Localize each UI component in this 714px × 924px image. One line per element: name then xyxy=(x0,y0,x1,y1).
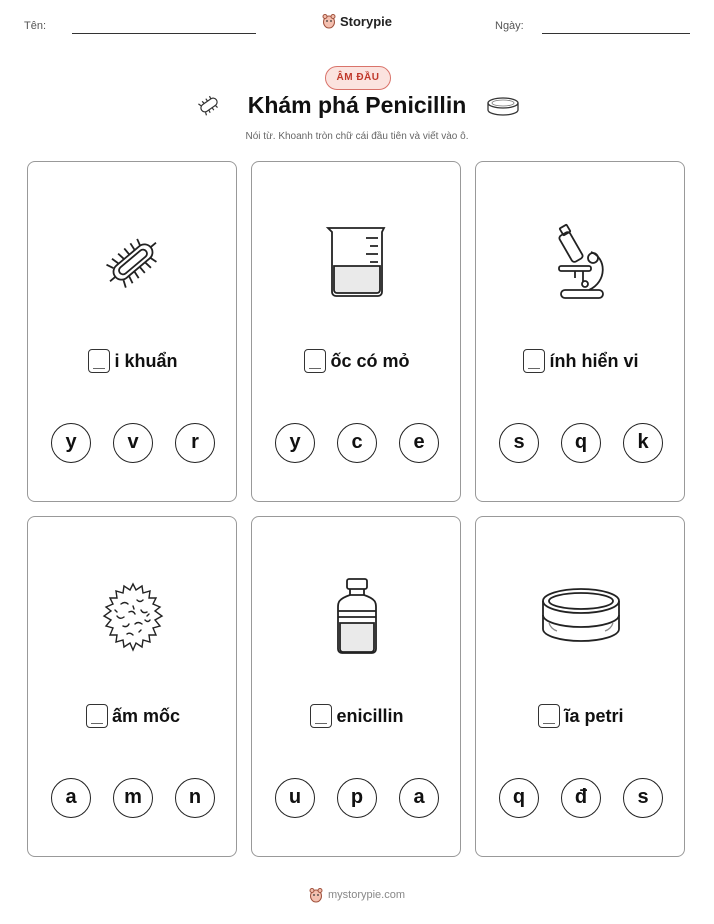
beaker-icon xyxy=(322,224,392,300)
letter-choices xyxy=(252,423,462,463)
word-with-blank xyxy=(252,349,462,373)
vial-icon xyxy=(332,577,382,657)
letter-choice[interactable]: q xyxy=(561,423,601,463)
microscope-icon xyxy=(549,222,613,302)
word-ending: enicillin xyxy=(336,705,404,726)
word-ending: ĩa petri xyxy=(564,705,624,726)
word-ending: ấm mốc xyxy=(111,705,181,726)
letter-choice[interactable]: u xyxy=(275,778,315,818)
instructions: Nói từ. Khoanh tròn chữ cái đầu tiên và viết vào ô. xyxy=(245,131,469,142)
brand-name: Storypie xyxy=(339,13,392,29)
letter-choice[interactable]: y xyxy=(51,423,91,463)
mascot-icon xyxy=(309,887,323,903)
letter-choice[interactable]: r xyxy=(175,423,215,463)
word-card xyxy=(475,516,685,857)
letter-box[interactable] xyxy=(538,704,560,728)
letter-choice[interactable]: e xyxy=(399,423,439,463)
word-ending: ính hiển vi xyxy=(549,350,639,371)
letter-choice[interactable]: y xyxy=(275,423,315,463)
card-picture xyxy=(28,572,238,662)
card-picture xyxy=(476,572,686,662)
word-with-blank xyxy=(28,349,238,373)
word-ending: i khuẩn xyxy=(114,350,178,371)
card-picture xyxy=(252,217,462,307)
date-label: Ngày: xyxy=(495,20,524,32)
letter-choice[interactable]: s xyxy=(623,778,663,818)
letter-choice[interactable]: v xyxy=(113,423,153,463)
footer xyxy=(0,887,714,906)
letter-choices xyxy=(252,778,462,818)
letter-box[interactable] xyxy=(310,704,332,728)
letter-box[interactable] xyxy=(523,349,545,373)
word-card xyxy=(475,161,685,502)
letter-choice[interactable]: s xyxy=(499,423,539,463)
letter-choice[interactable]: q xyxy=(499,778,539,818)
letter-box[interactable] xyxy=(88,349,110,373)
petri-dish-icon xyxy=(539,585,623,649)
letter-choice[interactable]: n xyxy=(175,778,215,818)
letter-choice[interactable]: a xyxy=(51,778,91,818)
name-label: Tên: xyxy=(24,20,47,32)
word-card xyxy=(251,161,461,502)
letter-box[interactable] xyxy=(86,704,108,728)
topic-tag: ÂM ĐẦU xyxy=(325,66,391,90)
card-picture xyxy=(252,572,462,662)
footer-url[interactable]: mystorypie.com xyxy=(327,889,406,901)
letter-choices xyxy=(476,778,686,818)
card-picture xyxy=(28,217,238,307)
card-picture xyxy=(476,217,686,307)
brand-logo xyxy=(0,13,714,34)
letter-choices xyxy=(28,423,238,463)
word-with-blank xyxy=(476,349,686,373)
letter-choice[interactable]: p xyxy=(337,778,377,818)
letter-choices xyxy=(28,778,238,818)
word-with-blank xyxy=(28,704,238,728)
letter-choice[interactable]: đ xyxy=(561,778,601,818)
letter-box[interactable] xyxy=(304,349,326,373)
letter-choice[interactable]: k xyxy=(623,423,663,463)
word-card xyxy=(27,161,237,502)
word-with-blank xyxy=(476,704,686,728)
word-with-blank xyxy=(252,704,462,728)
bacteria-icon xyxy=(98,227,168,297)
word-card xyxy=(27,516,237,857)
letter-choice[interactable]: m xyxy=(113,778,153,818)
petri-dish-icon xyxy=(486,94,520,120)
page-title: Khám phá Penicillin xyxy=(247,92,467,118)
letter-choice[interactable]: c xyxy=(337,423,377,463)
mascot-icon xyxy=(322,13,336,29)
mold-icon xyxy=(93,580,173,654)
letter-choice[interactable]: a xyxy=(399,778,439,818)
word-card xyxy=(251,516,461,857)
letter-choices xyxy=(476,423,686,463)
word-ending: ốc có mỏ xyxy=(330,350,410,371)
